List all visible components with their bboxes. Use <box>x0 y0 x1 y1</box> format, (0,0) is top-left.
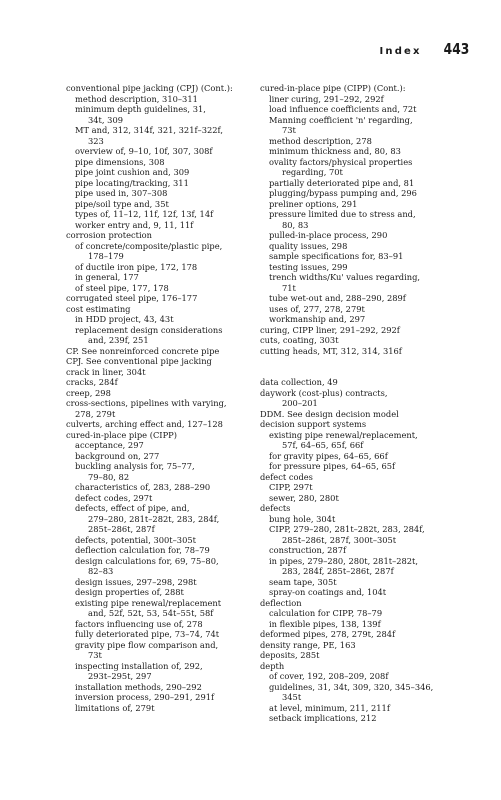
index-subentry: ovality factors/physical properties <box>269 156 413 167</box>
index-subentry: 278, 279t <box>75 408 116 419</box>
page-number: 443 <box>443 40 469 58</box>
index-subentry: replacement design considerations <box>75 324 223 335</box>
index-subentry: setback implications, 212 <box>269 713 377 723</box>
index-heading: conventional pipe jacking (CPJ) (Cont.): <box>66 83 233 93</box>
index-heading: cured-in-place pipe (CIPP) (Cont.): <box>260 83 406 93</box>
index-heading: cured-in-place pipe (CIPP) <box>66 429 177 440</box>
index-subentry: pipe dimensions, 308 <box>75 156 165 167</box>
index-subentry: pipe locating/tracking, 311 <box>75 177 189 188</box>
index-subentry: limitations of, 279t <box>75 702 155 713</box>
index-subentry: and, 52f, 52t, 53, 54t–55t, 58f <box>88 608 214 618</box>
entry-spacer <box>260 367 482 378</box>
index-heading: data collection, 49 <box>260 377 338 387</box>
index-subentry: spray-on coatings and, 104t <box>269 587 387 597</box>
index-subentry: pulled-in-place process, 290 <box>269 230 388 240</box>
index-subentry: MT and, 312, 314f, 321, 321f–322f, <box>75 125 223 135</box>
index-subentry: regarding, 70t <box>282 167 343 177</box>
index-subentry: CIPP, 279–280, 281t–282t, 283, 284f, <box>269 524 425 534</box>
index-subentry: types of, 11–12, 11f, 12f, 13f, 14f <box>75 209 214 219</box>
index-heading: cross-sections, pipelines with varying, <box>66 398 227 408</box>
index-subentry: in HDD project, 43, 43t <box>75 314 174 324</box>
index-subentry: 283, 284f, 285t–286t, 287f <box>282 566 394 576</box>
index-heading: CPJ. See conventional pipe jacking <box>66 356 212 366</box>
index-subentry: design properties of, 288t <box>75 587 184 597</box>
index-subentry: sample specifications for, 83–91 <box>269 251 404 261</box>
index-subentry: uses of, 277, 278, 279t <box>269 303 365 314</box>
index-heading: cutting heads, MT, 312, 314, 316f <box>260 345 402 356</box>
index-subentry: testing issues, 299 <box>269 261 348 272</box>
index-subentry: workmanship and, 297 <box>269 314 366 324</box>
index-subentry: trench widths/Ku' values regarding, <box>269 272 421 282</box>
index-heading: corrosion protection <box>66 230 152 240</box>
index-heading: defects <box>260 503 291 513</box>
index-subentry: 82–83 <box>88 566 114 576</box>
index-subentry: for gravity pipes, 64–65, 66f <box>269 450 388 461</box>
index-heading: defect codes <box>260 471 313 482</box>
index-heading: density range, PE, 163 <box>260 639 356 650</box>
index-subentry: liner curing, 291–292, 292f <box>269 93 384 104</box>
page-header <box>379 40 469 58</box>
index-subentry: 279–280, 281t–282t, 283, 284f, <box>88 513 220 524</box>
index-subentry: in flexible pipes, 138, 139f <box>269 618 381 629</box>
index-subentry: 200–201 <box>282 398 318 408</box>
index-subentry: gravity pipe flow comparison and, <box>75 639 219 650</box>
index-subentry: background on, 277 <box>75 450 160 461</box>
index-subentry: characteristics of, 283, 288–290 <box>75 482 211 492</box>
index-subentry: 345t <box>282 692 302 702</box>
index-subentry: of cover, 192, 208–209, 208f <box>269 671 389 681</box>
index-subentry: acceptance, 297 <box>75 440 144 450</box>
index-subentry: pressure limited due to stress and, <box>269 209 416 219</box>
index-column-right <box>260 83 482 724</box>
index-subentry: load influence coefficients and, 72t <box>269 104 417 114</box>
index-subentry: of concrete/composite/plastic pipe, <box>75 240 223 251</box>
index-heading: daywork (cost-plus) contracts, <box>260 387 388 398</box>
index-heading: CP. See nonreinforced concrete pipe <box>66 345 220 356</box>
index-heading: decision support systems <box>260 419 367 429</box>
index-subentry: buckling analysis for, 75–77, <box>75 461 195 471</box>
index-subentry: pipe joint cushion and, 309 <box>75 167 190 177</box>
index-subentry: 285t–286t, 287f, 300t–305t <box>282 534 397 545</box>
index-heading: corrugated steel pipe, 176–177 <box>66 293 198 303</box>
index-column-left <box>66 83 281 713</box>
index-heading: deflection <box>260 597 302 608</box>
index-subentry: seam tape, 305t <box>269 576 337 587</box>
index-subentry: installation methods, 290–292 <box>75 681 202 692</box>
running-title: Index <box>379 46 422 57</box>
index-subentry: guidelines, 31, 34t, 309, 320, 345–346, <box>269 681 434 692</box>
index-heading: curing, CIPP liner, 291–292, 292f <box>260 324 400 335</box>
index-subentry: minimum depth guidelines, 31, <box>75 104 206 114</box>
index-subentry: overview of, 9–10, 10f, 307, 308f <box>75 146 213 156</box>
index-subentry: of steel pipe, 177, 178 <box>75 282 169 293</box>
index-subentry: fully deteriorated pipe, 73–74, 74t <box>75 629 220 639</box>
index-subentry: defect codes, 297t <box>75 492 153 503</box>
index-subentry: worker entry and, 9, 11, 11f <box>75 219 194 230</box>
index-heading: cracks, 284f <box>66 377 118 387</box>
index-heading: creep, 298 <box>66 387 111 398</box>
index-heading: deformed pipes, 278, 279t, 284f <box>260 629 396 639</box>
index-subentry: 79–80, 82 <box>88 471 130 482</box>
index-subentry: at level, minimum, 211, 211f <box>269 702 390 713</box>
index-subentry: defects, effect of pipe, and, <box>75 503 190 513</box>
index-heading: deposits, 285t <box>260 650 320 660</box>
index-subentry: bung hole, 304t <box>269 513 336 524</box>
index-subentry: for pressure pipes, 64–65, 65f <box>269 461 396 471</box>
index-subentry: method description, 278 <box>269 135 372 146</box>
index-subentry: construction, 287f <box>269 545 347 555</box>
index-subentry: tube wet-out and, 288–290, 289f <box>269 293 406 303</box>
index-heading: cuts, coating, 303t <box>260 335 339 345</box>
entry-spacer <box>260 356 482 367</box>
index-subentry: factors influencing use of, 278 <box>75 618 203 629</box>
index-subentry: method description, 310–311 <box>75 93 198 104</box>
index-subentry: 57f, 64–65, 65f, 66f <box>282 440 364 450</box>
index-subentry: CIPP, 297t <box>269 482 313 492</box>
index-heading: depth <box>260 660 285 671</box>
index-subentry: deflection calculation for, 78–79 <box>75 545 210 555</box>
index-subentry: of ductile iron pipe, 172, 178 <box>75 261 198 272</box>
index-subentry: existing pipe renewal/replacement <box>75 597 222 608</box>
index-subentry: 323 <box>88 135 104 146</box>
index-subentry: calculation for CIPP, 78–79 <box>269 608 383 618</box>
index-subentry: 71t <box>282 282 296 293</box>
index-subentry: inversion process, 290–291, 291f <box>75 692 215 702</box>
index-subentry: sewer, 280, 280t <box>269 492 339 503</box>
index-subentry: quality issues, 298 <box>269 240 348 251</box>
index-subentry: plugging/bypass pumping and, 296 <box>269 188 417 198</box>
index-heading: culverts, arching effect and, 127–128 <box>66 419 223 429</box>
index-subentry: design calculations for, 69, 75–80, <box>75 555 219 566</box>
index-subentry: 293t–295t, 297 <box>88 671 152 681</box>
index-heading: crack in liner, 304t <box>66 366 146 377</box>
index-subentry: 73t <box>88 650 102 660</box>
index-heading: cost estimating <box>66 303 131 314</box>
index-subentry: defects, potential, 300t–305t <box>75 534 196 545</box>
index-subentry: 73t <box>282 125 296 135</box>
index-subentry: 34t, 309 <box>88 114 124 125</box>
index-subentry: inspecting installation of, 292, <box>75 660 203 671</box>
index-subentry: design issues, 297–298, 298t <box>75 576 197 587</box>
index-subentry: 178–179 <box>88 251 124 261</box>
index-subentry: 80, 83 <box>282 219 309 230</box>
index-heading: DDM. See design decision model <box>260 408 399 419</box>
index-subentry: pipe/soil type and, 35t <box>75 198 169 209</box>
index-subentry: Manning coefficient 'n' regarding, <box>269 114 413 125</box>
index-subentry: pipe used in, 307–308 <box>75 188 168 198</box>
index-subentry: preliner options, 291 <box>269 198 358 209</box>
index-subentry: minimum thickness and, 80, 83 <box>269 146 401 156</box>
index-subentry: existing pipe renewal/replacement, <box>269 429 418 440</box>
index-subentry: in general, 177 <box>75 272 139 282</box>
index-subentry: in pipes, 279–280, 280t, 281t–282t, <box>269 555 419 566</box>
index-subentry: and, 239f, 251 <box>88 335 149 345</box>
index-subentry: 285t–286t, 287f <box>88 524 155 534</box>
index-subentry: partially deteriorated pipe and, 81 <box>269 177 415 188</box>
